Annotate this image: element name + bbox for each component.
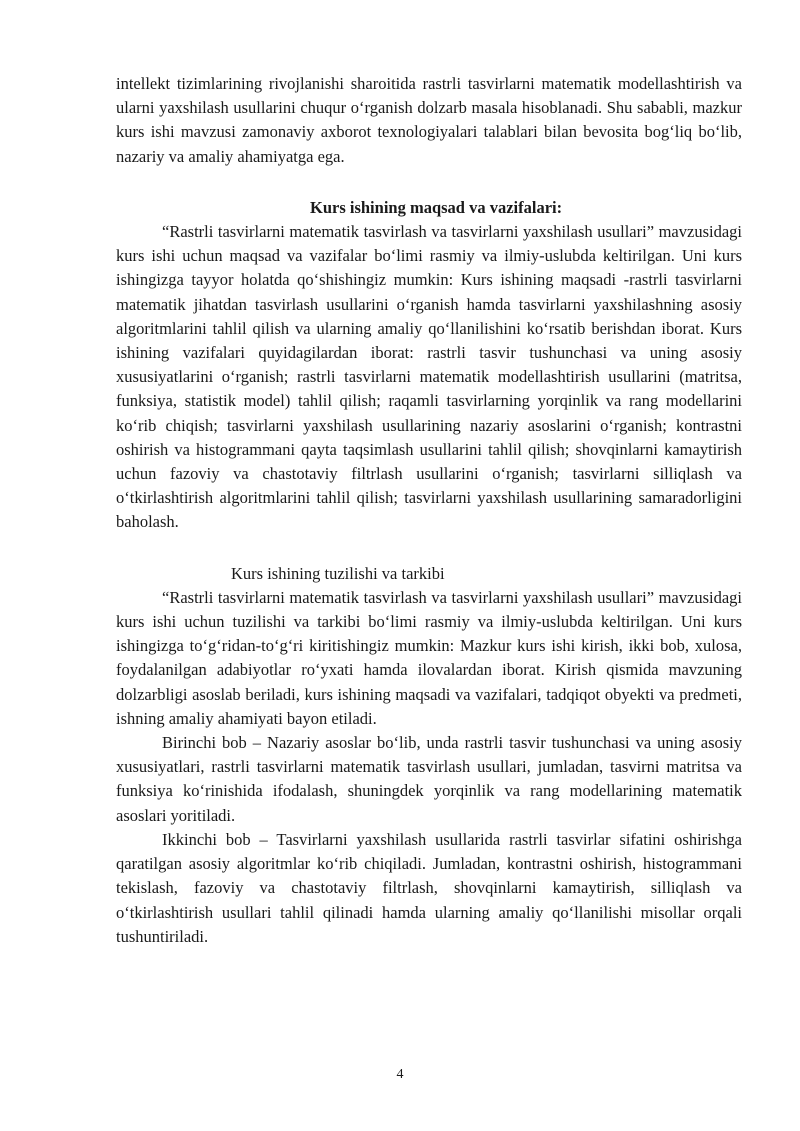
paragraph-chapter2: Ikkinchi bob – Tasvirlarni yaxshilash usullarida rastrli tasvirlar sifatini oshirishga qaratilgan asosiy algoritmlar ko‘rib chiqiladi. Jumladan, kontrastni oshirish, histogrammani tekislash, fazoviy va chastotaviy filtrlash, shovqinlarni kamaytirish, silliqlash va o‘tkirlashtirish usullari tahlil qilinadi hamda ularning amaliy qo‘llanilishi misollar orqali tushuntiriladi. <box>116 829 742 946</box>
paragraph-structure: “Rastrli tasvirlarni matematik tasvirlash va tasvirlarni yaxshilash usullari” mavzusidagi kurs ishi uchun tuzilishi va tarkibi bo‘limi rasmiy va ilmiy-uslubda keltirilgan. Uni kurs ishingizga to‘g‘ridan-to‘g‘ri kiritishingiz mumkin: Mazkur kurs ishi kirish, ikki bob, xulosa, foydalanilgan adabiyotlar ro‘yxati hamda ilovalardan iborat. Kirish qismida mavzuning dolzarbligi asoslab beriladi, kurs ishining maqsadi va vazifalari, tadqiqot obyekti va predmeti, ishning amaliy ahamiyati bayon etiladi. <box>116 587 742 728</box>
heading-structure: Kurs ishining tuzilishi va tarkibi <box>231 563 445 583</box>
paragraph-chapter1: Birinchi bob – Nazariy asoslar bo‘lib, unda rastrli tasvir tushunchasi va uning asosiy xususiyatlari, rastrli tasvirlarni matematik tasvirlash usullari, jumladan, tasvirni matritsa va funksiya ko‘rinishida ifodalash, shuningdek yorqinlik va rang modellarining matematik asoslari yoritiladi. <box>116 733 742 825</box>
page-number: 4 <box>396 1067 404 1082</box>
document-page <box>116 72 742 949</box>
paragraph-goals: “Rastrli tasvirlarni matematik tasvirlash va tasvirlarni yaxshilash usullari” mavzusidagi kurs ishi uchun maqsad va vazifalar bo‘limi rasmiy va ilmiy-uslubda keltirilgan. Uni kurs ishingizga tayyor holatda qo‘shishingiz mumkin: Kurs ishining maqsadi -rastrli tasvirlarni matematik jihatdan tasvirlash usullarini o‘rganish hamda tasvirlarni yaxshilashning asosiy algoritmlarini tahlil qilish va ularning amaliy qo‘llanilishini ko‘rsatib berishdan iborat. Kurs ishining vazifalari quyidagilardan iborat: rastrli tasvir tushunchasi va uning asosiy xususiyatlarini o‘rganish; rastrli tasvirlarni matematik modellashtirish usullarini (matritsa, funksiya, statistik model) tahlil qilish; raqamli tasvirlarning yorqinlik va rang modellarini ko‘rib chiqish; tasvirlarni yaxshilash usullarining nazariy asoslarini o‘rganish; kontrastni oshirish va histogrammani qayta taqsimlash usullarini tahlil qilish; shovqinlarni kamaytirish uchun fazoviy va chastotaviy filtrlash usullarini o‘rganish; tasvirlarni silliqlash va o‘tkirlashtirish algoritmlarini tahlil qilish; tasvirlarni yaxshilash usullarining samaradorligini baholash. <box>116 222 742 532</box>
paragraph-intro: intellekt tizimlarining rivojlanishi sharoitida rastrli tasvirlarni matematik modellashtirish va ularni yaxshilash usullarini chuqur o‘rganish dolzarb masala hisoblanadi. Shu sababli, mazkur kurs ishi mavzusi zamonaviy axborot texnologiyalari talablari bilan bevosita bog‘liq bo‘lib, nazariy va amaliy ahamiyatga ega. <box>116 74 742 166</box>
heading-goals: Kurs ishining maqsad va vazifalari: <box>310 197 563 217</box>
